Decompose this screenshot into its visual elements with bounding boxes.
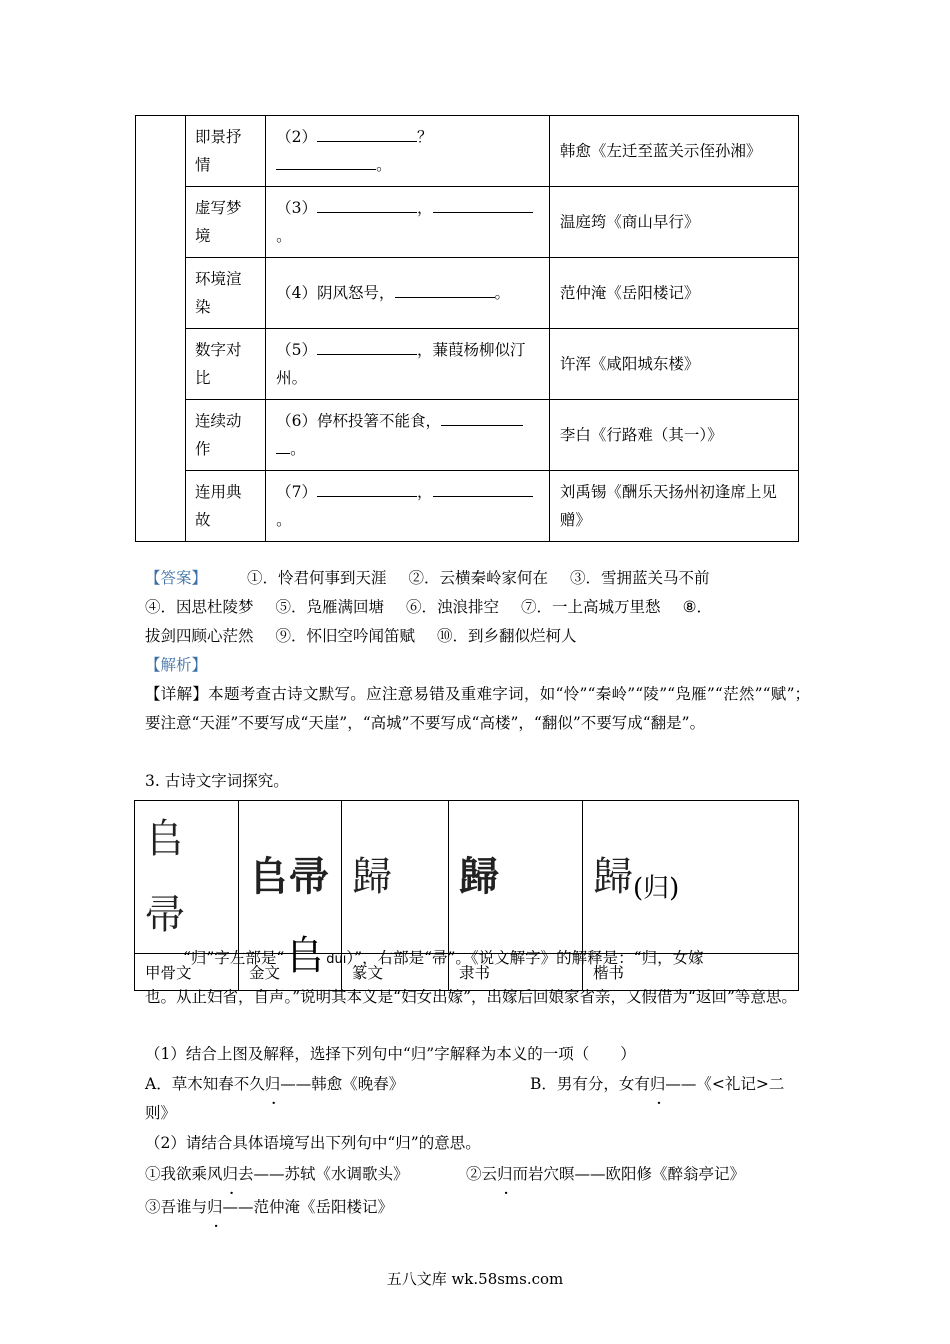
oracle-glyph: 𠂤帚	[135, 801, 239, 954]
clerical-glyph: 歸	[449, 801, 583, 954]
sub-question-2: （2）请结合具体语境写出下列句中“归”的意思。	[145, 1134, 481, 1152]
glyph-intro-line: “归”字左部是“𠂤duī）”，右部是“帚”。《说文解字》的解释是：“归，女嫁	[183, 933, 704, 979]
answer-blank[interactable]	[317, 123, 417, 142]
answer-line-2: ④．因思杜陵梦 ⑤．凫雁满回塘 ⑥．浊浪排空 ⑦．一上高城万里愁 ⑧．	[145, 598, 712, 616]
sentence-2: ②云归而岩穴暝——欧阳修《醉翁亭记》	[466, 1165, 746, 1183]
technique-cell: 环境渲染	[186, 258, 266, 329]
answer-blank[interactable]	[433, 194, 533, 213]
script-label: 隶书	[449, 954, 583, 991]
technique-cell: 即景抒情	[186, 116, 266, 187]
answer-blank[interactable]	[276, 435, 290, 454]
glyph-intro-continued: 也。从止妇省，自声。”说明其本义是“妇女出嫁”，出嫁后回娘家省亲，又假借为“返回”等意思。	[145, 988, 797, 1006]
fill-line-cell: （6）停杯投箸不能食， 。	[266, 400, 550, 471]
fill-line-cell: （4）阴风怒号， 。	[266, 258, 550, 329]
merged-category-cell	[136, 116, 186, 542]
bronze-glyph: 𠂤帚	[239, 801, 342, 954]
analysis-label: 【解析】	[145, 656, 208, 674]
analysis-detail: 【详解】本题考查古诗文默写。应注意易错及重难字词，如“怜”“秦岭”“陵”“凫雁”“茫然”“赋”；要注意“天涯”不要写成“天崖”，“高城”不要写成“高楼”，“翻似”不要写成“翻是”。	[145, 685, 810, 732]
technique-cell: 数字对比	[186, 329, 266, 400]
answer-blank[interactable]	[317, 478, 417, 497]
fill-line-cell: （3） ， 。	[266, 187, 550, 258]
source-cell: 温庭筠《商山早行》	[549, 187, 798, 258]
sentence-3: ③吾谁与归——范仲淹《岳阳楼记》	[145, 1198, 394, 1216]
answer-blank[interactable]	[395, 279, 495, 298]
source-cell: 刘禹锡《酬乐天扬州初逢席上见赠》	[549, 471, 798, 542]
script-label: 篆文	[342, 954, 449, 991]
script-label: 甲骨文	[135, 954, 239, 991]
fill-line-cell: （2） ？ 。	[266, 116, 550, 187]
technique-cell: 连用典故	[186, 471, 266, 542]
source-cell: 范仲淹《岳阳楼记》	[549, 258, 798, 329]
option-b[interactable]: B．男有分，女有归——《<礼记>二	[530, 1075, 785, 1093]
answer-line-3: 拔剑四顾心茫然 ⑨．怀旧空吟闻笛赋 ⑩．到乡翻似烂柯人	[145, 627, 577, 645]
option-b-continued: 则》	[145, 1104, 177, 1122]
answer-blank[interactable]	[433, 478, 533, 497]
poem-fill-table	[135, 115, 799, 542]
pinyin: duī	[326, 952, 347, 967]
source-cell: 许浑《咸阳城东楼》	[549, 329, 798, 400]
technique-cell: 连续动作	[186, 400, 266, 471]
sub-question-1: （1）结合上图及解释，选择下列句中“归”字解释为本义的一项（ ）	[145, 1045, 636, 1063]
script-label: 金文	[239, 954, 342, 991]
source-cell: 韩愈《左迁至蓝关示侄孙湘》	[549, 116, 798, 187]
technique-cell: 虚写梦境	[186, 187, 266, 258]
answer-blank[interactable]	[441, 407, 523, 426]
option-a[interactable]: A．草木知春不久归——韩愈《晚春》	[145, 1075, 405, 1093]
answer-blank[interactable]	[317, 194, 417, 213]
regular-glyph: 歸(归)	[583, 801, 799, 954]
page-footer: 五八文库 wk.58sms.com	[386, 1270, 564, 1288]
seal-glyph: 歸	[342, 801, 449, 954]
fill-line-cell: （7） ， 。	[266, 471, 550, 542]
script-label: 楷书	[583, 954, 799, 991]
source-cell: 李白《行路难（其一）》	[549, 400, 798, 471]
answer-line-1: 【答案】 ①．怜君何事到天涯 ②．云横秦岭家何在 ③．雪拥蓝关马不前	[145, 569, 710, 587]
sentence-1: ①我欲乘风归去——苏轼《水调歌头》	[145, 1165, 409, 1183]
dui-character: 𠂤	[285, 933, 326, 979]
answer-blank[interactable]	[276, 151, 376, 170]
answer-blank[interactable]	[317, 336, 417, 355]
fill-line-cell: （5） ，蒹葭杨柳似汀州。	[266, 329, 550, 400]
answer-label: 【答案】	[145, 569, 208, 587]
question-3-title: 3. 古诗文字词探究。	[145, 772, 289, 790]
